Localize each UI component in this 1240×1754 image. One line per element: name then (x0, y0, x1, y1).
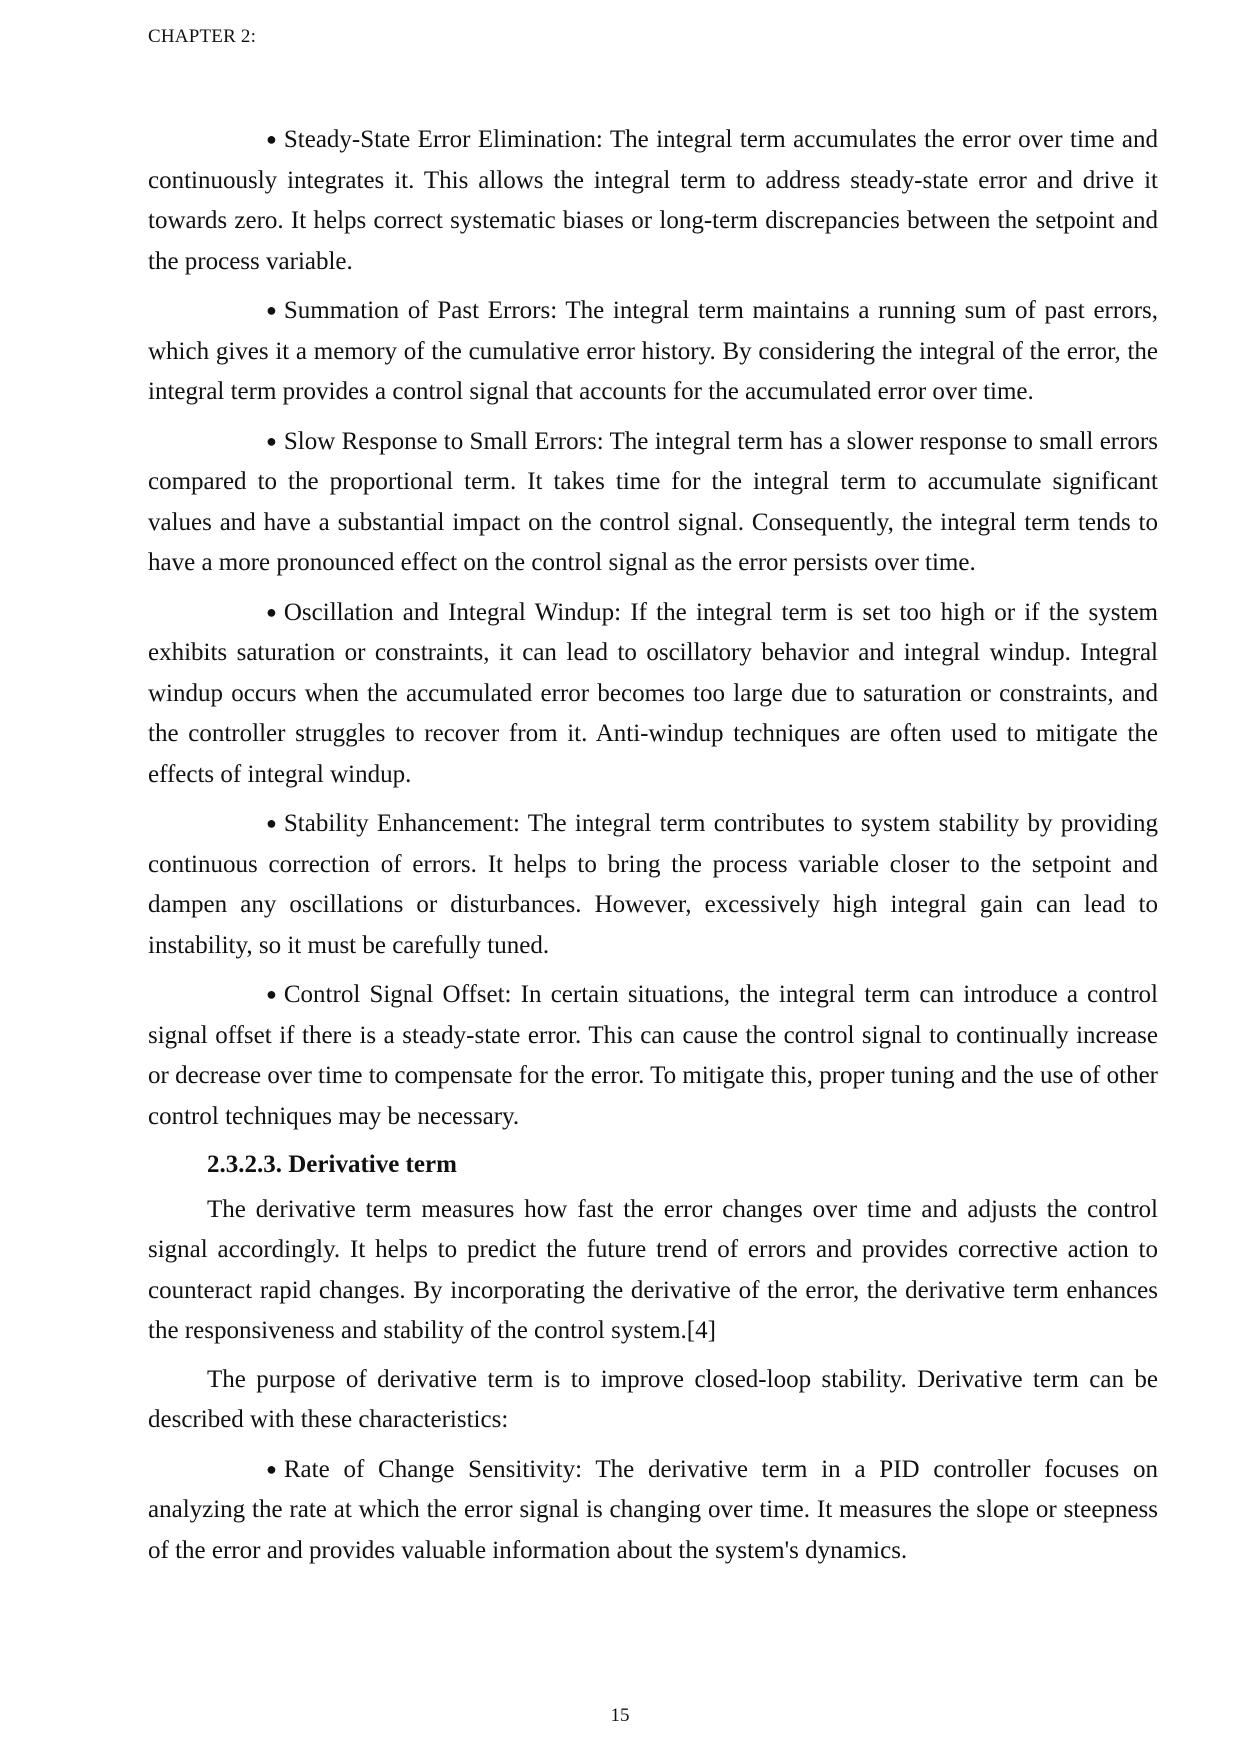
bullet-text: Oscillation and Integral Windup: If the integral term is set too high or if the system exhibits saturation or constraints, it can lead to oscillatory behavior and integral windup. Integral windup occurs when the accumulated error becomes too large due to saturation or constraints, and the controller struggles to recover from it. Anti-windup techniques are often used to mitigate the effects of integral windup. (148, 598, 1158, 788)
bullet-text: Control Signal Offset: In certain situations, the integral term can introduce a control signal offset if there is a steady-state error. This can cause the control signal to continually increase or decrease over time to compensate for the error. To mitigate this, proper tuning and the use of other control techniques may be necessary. (148, 981, 1158, 1130)
bullet-icon: ● (266, 601, 277, 622)
bullet-paragraph (148, 421, 1158, 584)
bullet-text: Stability Enhancement: The integral term contributes to system stability by providing continuous correction of errors. It helps to bring the process variable closer to the setpoint and dampen any oscillations or disturbances. However, excessively high integral gain can lead to instability, so it must be carefully tuned. (148, 810, 1158, 959)
bullet-icon: ● (266, 430, 277, 451)
bullet-paragraph (148, 290, 1158, 413)
section-heading: 2.3.2.3. Derivative term (207, 1151, 457, 1178)
bullet-icon: ● (266, 813, 277, 833)
page-number: 15 (610, 1705, 630, 1726)
bullet-icon: ● (266, 129, 277, 149)
bullet-text: Slow Response to Small Errors: The integral term has a slower response to small errors compared to the proportional term. It takes time for the integral term to accumulate significant values and have a substantial impact on the control signal. Consequently, the integral term tends to have a more pronounced effect on the control signal as the error persists over time. (148, 427, 1158, 576)
bullet-paragraph (148, 1449, 1158, 1572)
bullet-paragraph (148, 803, 1158, 966)
bullet-icon: ● (266, 300, 277, 320)
bullet-icon: ● (266, 984, 277, 1004)
bullet-text: Rate of Change Sensitivity: The derivative term in a PID controller focuses on analyzing the rate at which the error signal is changing over time. It measures the slope or steepness of the error and provides valuable information about the system's dynamics. (148, 1455, 1158, 1564)
bullet-text: Summation of Past Errors: The integral term maintains a running sum of past errors, which gives it a memory of the cumulative error history. By considering the integral of the error, the integral term provides a control signal that accounts for the accumulated error over time. (148, 297, 1158, 405)
bullet-paragraph (148, 592, 1158, 796)
body-paragraph: The derivative term measures how fast the error changes over time and adjusts the control signal accordingly. It helps to predict the future trend of errors and provides corrective action to counteract rapid changes. By incorporating the derivative of the error, the derivative term enhances the responsiveness and stability of the control system.[4] (148, 1195, 1158, 1344)
bullet-paragraph (148, 974, 1158, 1137)
bullet-text: Steady-State Error Elimination: The integral term accumulates the error over time and continuously integrates it. This allows the integral term to address steady-state error and drive it towards zero. It helps correct systematic biases or long-term discrepancies between the setpoint and the process variable. (148, 126, 1158, 275)
bullet-paragraph (148, 119, 1158, 282)
bullet-icon: ● (266, 1458, 277, 1479)
body-paragraph: The purpose of derivative term is to improve closed-loop stability. Derivative term can be described with these characteristics: (148, 1365, 1158, 1433)
body-text (148, 119, 1158, 1579)
running-header: CHAPTER 2: (148, 26, 257, 47)
